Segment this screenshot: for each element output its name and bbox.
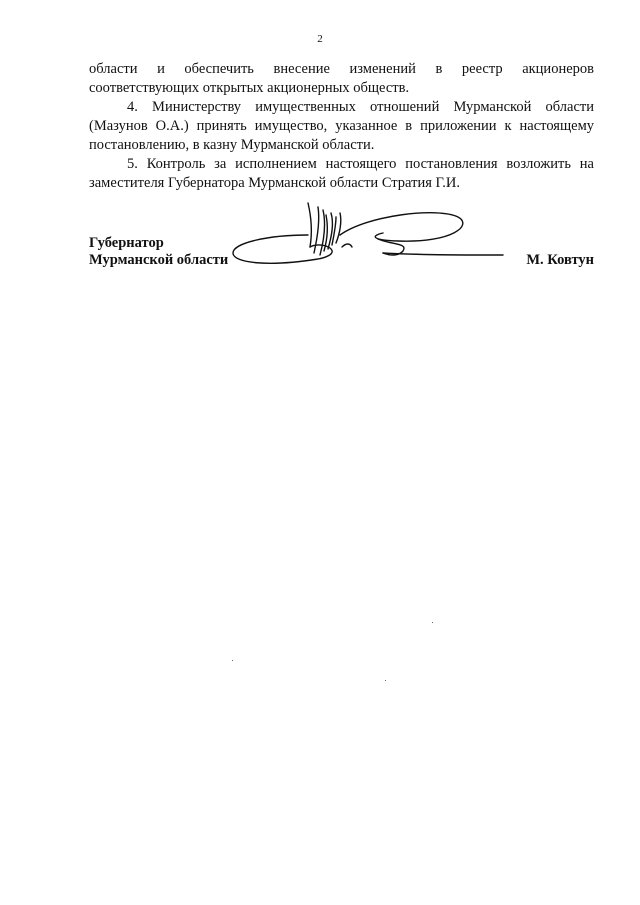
document-body bbox=[89, 60, 594, 193]
signer-title-line2: Мурманской области bbox=[89, 252, 229, 268]
paragraph-continuation: области и обеспечить внесение изменений в реестр акционеров соответствующих открытых акционерных обществ. bbox=[89, 61, 594, 96]
signer-name: М. Ковтун bbox=[526, 252, 594, 268]
scan-speck bbox=[432, 622, 433, 623]
page-number: 2 bbox=[317, 33, 323, 45]
paragraph-item-4: 4. Министерству имущественных отношений Мурманской области (Мазунов О.А.) принять имущество, указанное в приложении к настоящему постановлению, в казну Мурманской области. bbox=[89, 99, 594, 153]
paragraph-item-5: 5. Контроль за исполнением настоящего постановления возложить на заместителя Губернатора Мурманской области Стратия Г.И. bbox=[89, 156, 594, 191]
signer-title-line1: Губернатор bbox=[89, 235, 164, 251]
signature-block bbox=[89, 235, 594, 275]
scan-speck bbox=[385, 680, 386, 681]
scan-speck bbox=[232, 660, 233, 661]
